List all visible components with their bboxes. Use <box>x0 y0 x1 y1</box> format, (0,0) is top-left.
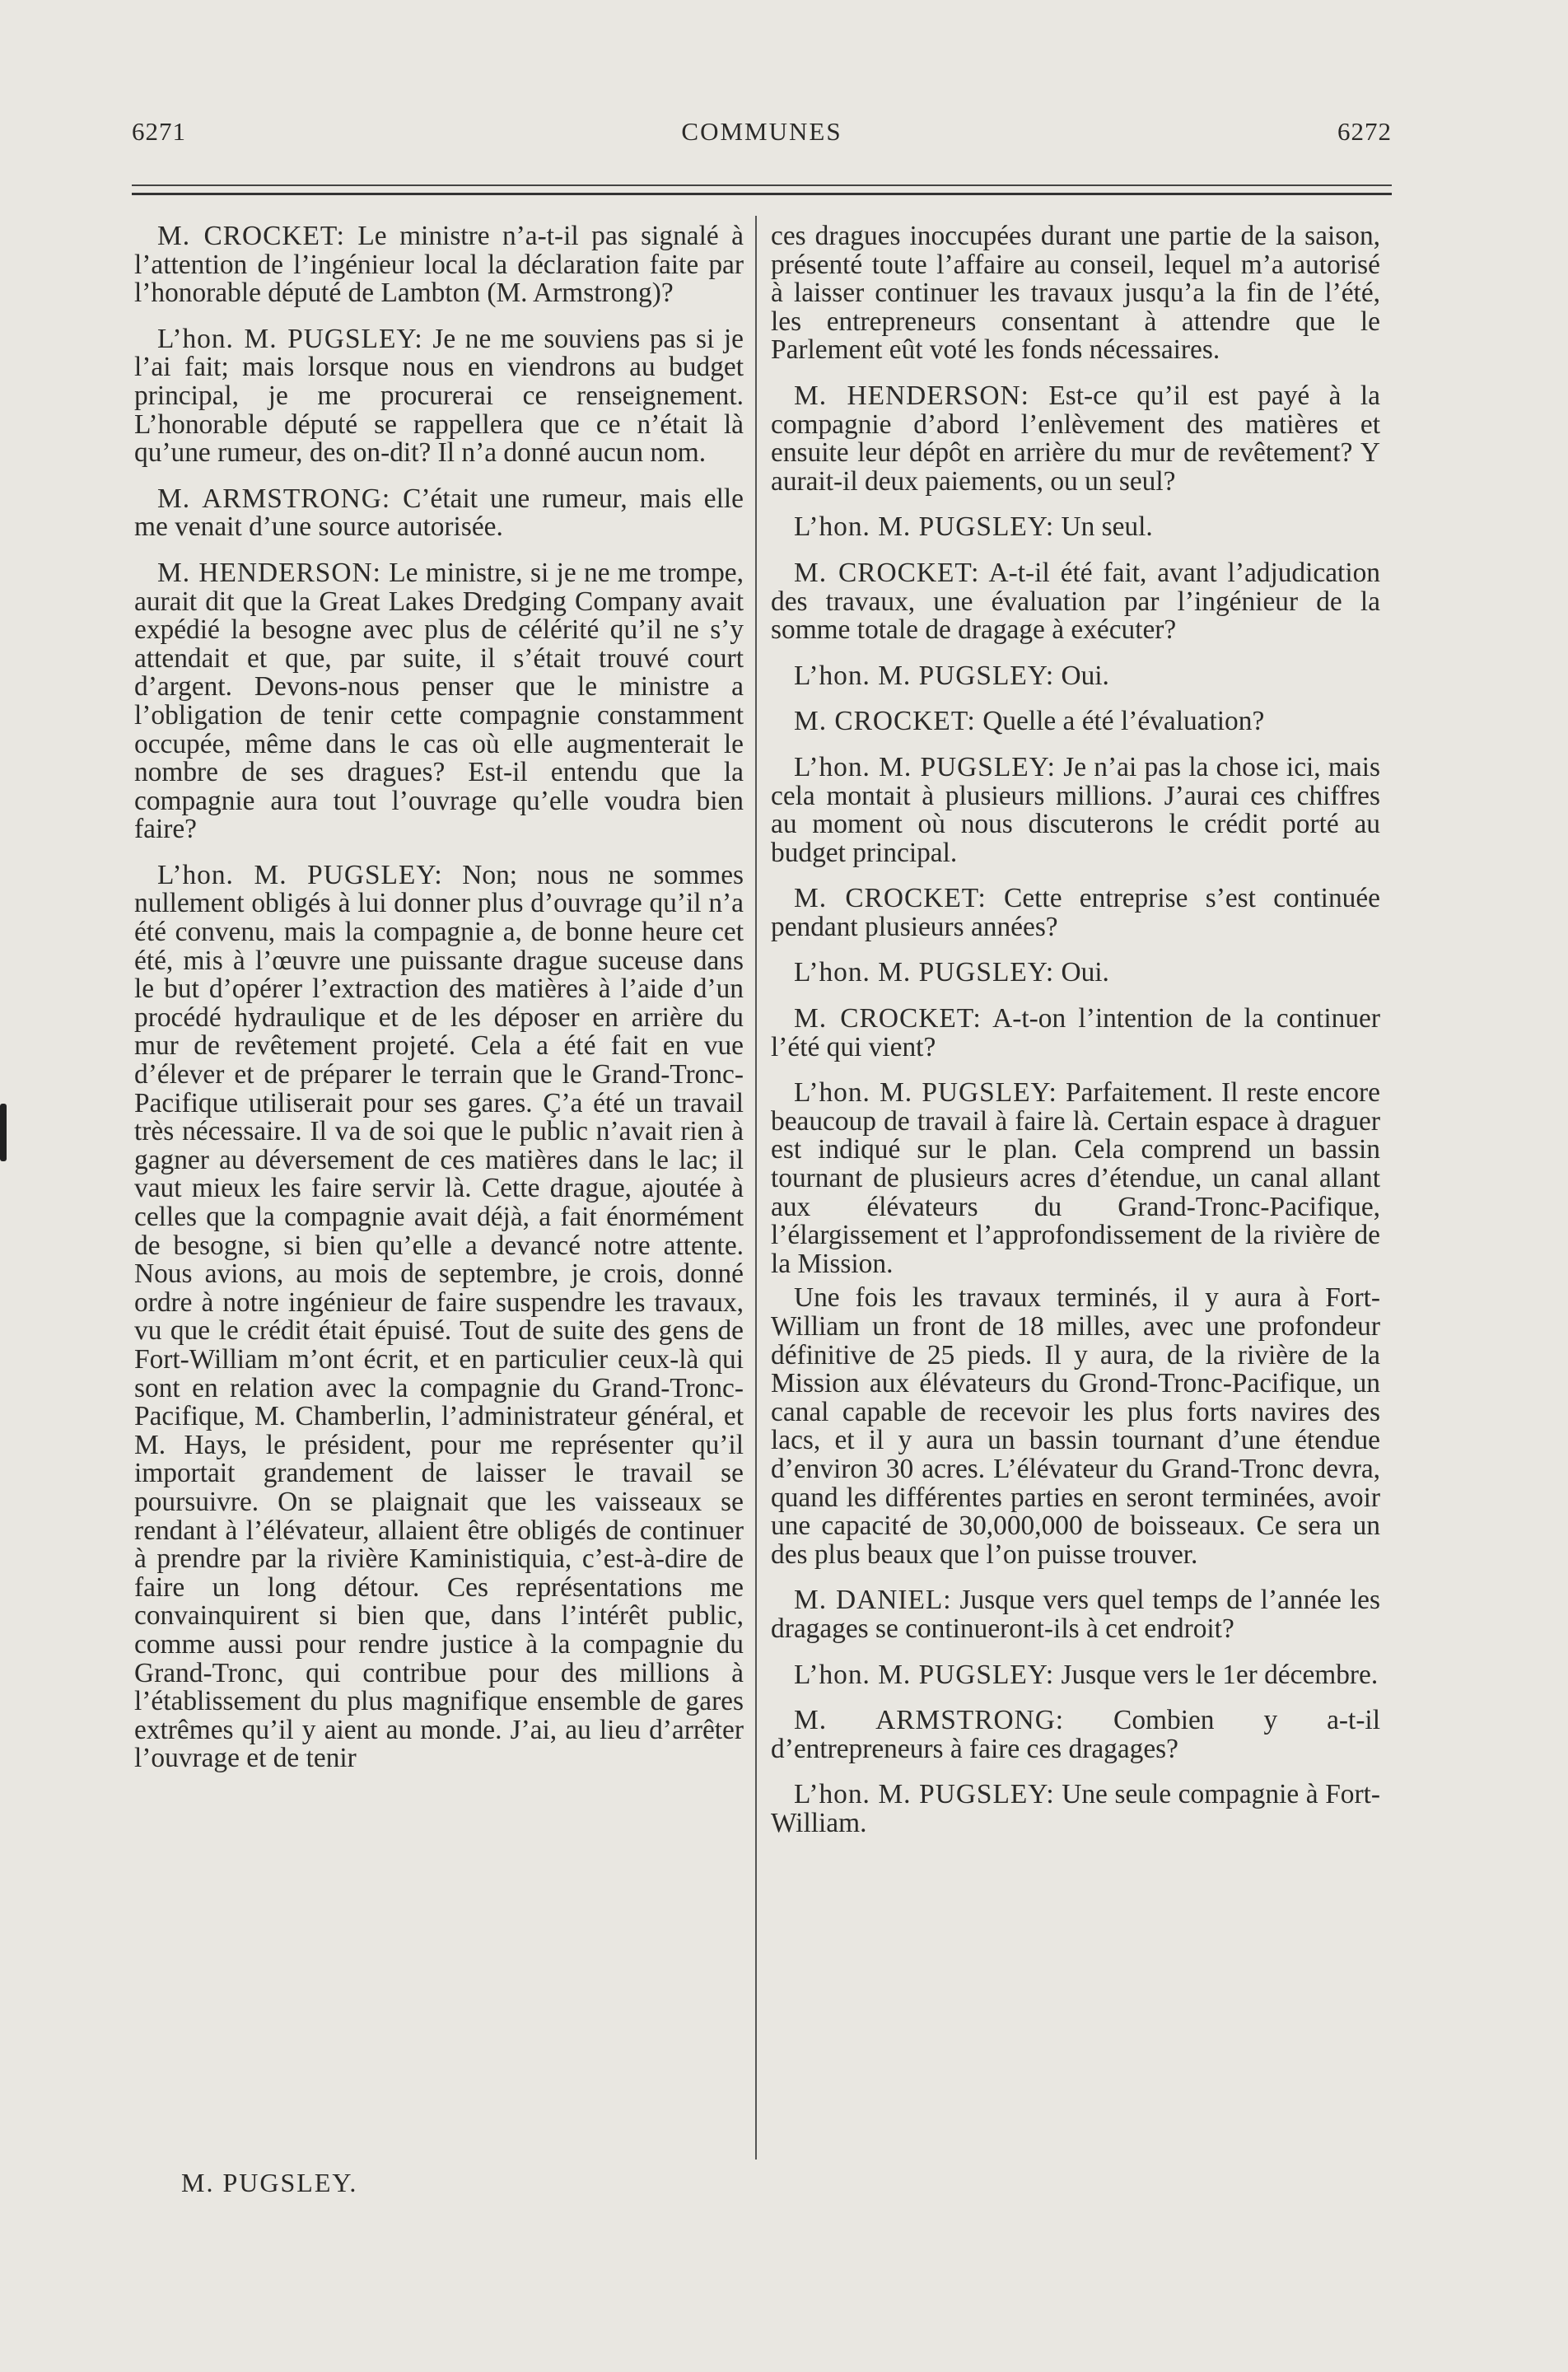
paragraph-text: Non; nous ne sommes nullement obligés à lui donner plus d’ouvrage qu’il n’a été convenu, mais la compagnie a, de bonne heure cet été, mis à l’œuvre une puissante drague suceuse dans le but d’opérer l’extraction des matières à l’aide d’un procédé hydraulique et de les déposer en arrière du mur de revêtement projeté. Cela a été fait en vue d’élever et de préparer le terrain que le Grand-Tronc-Pacifique utiliserait pour ses gares. Ç’a été un travail très nécessaire. Il va de soi que le public n’avait rien à gagner au déversement de ces matières dans le lac; il vaut mieux les faire servir là. Cette drague, ajoutée à celles que la compagnie avait déjà, a fait énormément de besogne, si bien qu’elle a devancé notre attente. Nous avions, au mois de septembre, je crois, donné ordre à notre ingénieur de faire suspendre les travaux, vu que le crédit était épuisé. Tout de suite des gens de Fort-William m’ont écrit, et en particulier ceux-là qui sont en relation avec la compagnie du Grand-Tronc-Pacifique, M. Chamberlin, l’administrateur général, et M. Hays, le président, pour me représenter qu’il importait grandement de laisser le travail se poursuivre. On se plaignait que les vaisseaux se rendant à l’élévateur, allaient être obligés de continuer à prendre par la rivière Kaministiquia, c’est-à-dire de faire un long détour. Ces représentations me convainquirent si bien que, dans l’intérêt public, comme aussi pour rendre justice à la compagnie du Grand-Tronc, qui contribue pour des millions à l’établissement du plus magnifique ensemble de gares extrêmes qu’il y aient au monde. J’ai, au lieu d’arrêter l’ouvrage et de tenir <box>134 859 744 1774</box>
paragraph <box>134 485 744 542</box>
paragraph <box>771 959 1380 988</box>
speaker-name: M. ARMSTRONG: <box>157 483 391 514</box>
speaker-name: M. ARMSTRONG: <box>794 1705 1065 1736</box>
speaker-name: L’hon. M. PUGSLEY: <box>794 1659 1055 1690</box>
paragraph-text: Cette entreprise s’est continuée pendant plusieurs années? <box>771 883 1380 942</box>
left-column <box>134 222 744 1791</box>
header-rule-bottom <box>132 193 1392 195</box>
speaker-name: L’hon. M. PUGSLEY: <box>794 511 1055 543</box>
right-column <box>771 222 1380 1856</box>
speaker-name: M. CROCKET: <box>794 557 980 588</box>
paragraph <box>771 382 1380 496</box>
paragraph <box>771 1781 1380 1837</box>
paragraph-text: A-t-il été fait, avant l’adjudication des travaux, une évaluation par l’ingénieur de la somme totale de dragage à exécuter? <box>771 557 1380 646</box>
paragraph-text: Je ne me souviens pas si je l’ai fait; mais lorsque nous en viendrons au budget principal, je me procurerai ce renseignement. L’honorable député se rappellera que ce n’était là qu’une rumeur, des on-dit? Il n’a donné aucun nom. <box>134 323 744 469</box>
paragraph-text: Jusque vers le 1er décembre. <box>1054 1659 1379 1690</box>
page-header <box>132 117 1392 158</box>
paragraph-text: Est-ce qu’il est payé à la compagnie d’abord l’enlèvement des matières et ensuite leur dépôt en arrière du mur de revêtement? Y aurait-il deux paiements, ou un seul? <box>771 380 1380 497</box>
paragraph <box>771 751 1380 868</box>
paragraph-text: C’était une rumeur, mais elle me venait d’une source autorisée. <box>134 483 744 543</box>
paragraph <box>771 1005 1380 1062</box>
paragraph-text: Oui. <box>1054 957 1109 988</box>
paragraph <box>771 1079 1380 1278</box>
paragraph-text: Parfaitement. Il reste encore beaucoup de travail à faire là. Certain espace à draguer est indiqué sur le plan. Cela comprend un bassin tournant de plusieurs acres d’étendue, un canal allant aux élévateurs du Grand-Tronc-Pacifique, l’élargissement et l’approfondissement de la rivière de la Mission. <box>771 1077 1380 1279</box>
speaker-name: L’hon. M. PUGSLEY: <box>794 1779 1055 1810</box>
speaker-name: M. CROCKET: <box>794 706 976 737</box>
paragraph-text: A-t-on l’intention de la continuer l’été qui vient? <box>771 1003 1380 1062</box>
speaker-name: L’hon. M. PUGSLEY: <box>794 751 1056 782</box>
paragraph-text: Une seule compagnie à Fort-William. <box>771 1779 1380 1838</box>
paragraph <box>771 707 1380 736</box>
paragraph <box>771 222 1380 365</box>
paragraph-text: Un seul. <box>1054 511 1153 543</box>
speaker-name: L’hon. M. PUGSLEY: <box>794 957 1055 988</box>
paragraph-text: Jusque vers quel temps de l’année les dragages se continueront-ils à cet endroit? <box>771 1585 1380 1644</box>
paragraph-text: Je n’ai pas la chose ici, mais cela montait à plusieurs millions. J’aurai ces chiffres au moment où nous discuterons le crédit porté au budget principal. <box>771 751 1380 868</box>
paragraph-text: Le ministre, si je ne me trompe, aurait dit que la Great Lakes Dredging Company avait expédié la besogne avec plus de célérité qu’il ne s’y attendait et que, par suite, il s’était trouvé court d’argent. Devons-nous penser que le ministre a l’obligation de tenir cette compagnie constamment occupée, même dans le cas où elle augmenterait le nombre de ses dragues? Est-il entendu que la compagnie aura tout l’ouvrage qu’elle voudra bien faire? <box>134 557 744 845</box>
speaker-name: L’hon. M. PUGSLEY: <box>794 1077 1057 1109</box>
speaker-name: M. CROCKET: <box>157 221 345 251</box>
paragraph-text: Oui. <box>1054 660 1109 691</box>
paragraph <box>771 1707 1380 1763</box>
signature: M. PUGSLEY. <box>181 2168 358 2197</box>
page-title: COMMUNES <box>681 117 842 146</box>
paragraph <box>771 513 1380 542</box>
speaker-name: L’hon. M. PUGSLEY: <box>157 323 423 354</box>
paragraph <box>134 325 744 468</box>
speaker-name: M. CROCKET: <box>794 883 987 914</box>
paragraph <box>771 662 1380 691</box>
paragraph-text: ces dragues inoccupées durant une partie de la saison, présenté toute l’affaire au conseil, lequel m’a autorisé à laisser continuer les travaux jusqu’a la fin de l’été, les entrepreneurs consentant à attendre que le Parlement eût voté les fonds nécessaires. <box>771 221 1380 366</box>
paragraph <box>134 861 744 1773</box>
paragraph <box>771 1661 1380 1690</box>
paragraph <box>134 559 744 844</box>
paragraph <box>771 885 1380 941</box>
paragraph-text: Une fois les travaux terminés, il y aura à Fort-William un front de 18 milles, avec une profondeur définitive de 25 pieds. Il y aura, de la rivière de la Mission aux élévateurs du Grond-Tronc-Pacifique, un canal capable de recevoir les plus forts navires des lacs, et il y aura un bassin tournant d’une étendue d’environ 30 acres. L’élévateur du Grand-Tronc devra, quand les différentes parties en seront terminées, avoir une capacité de 30,000,000 de boisseaux. Ce sera un des plus beaux que l’on puisse trouver. <box>771 1282 1380 1570</box>
speaker-name: L’hon. M. PUGSLEY: <box>157 859 443 890</box>
page-number-left: 6271 <box>132 117 186 146</box>
paragraph-text: Combien y a-t-il d’entrepreneurs à faire ces dragages? <box>771 1705 1380 1764</box>
paragraph <box>771 559 1380 645</box>
paragraph <box>771 1586 1380 1643</box>
speaker-name: M. CROCKET: <box>794 1003 982 1034</box>
column-separator <box>755 216 757 2160</box>
binding-mark <box>0 1104 7 1161</box>
paragraph <box>134 222 744 308</box>
paragraph-text: Quelle a été l’évaluation? <box>975 706 1265 737</box>
paragraph <box>771 1284 1380 1569</box>
header-rule-top <box>132 184 1392 186</box>
speaker-name: M. DANIEL: <box>794 1585 952 1616</box>
speaker-name: L’hon. M. PUGSLEY: <box>794 660 1055 691</box>
speaker-name: M. HENDERSON: <box>794 380 1029 411</box>
speaker-name: M. HENDERSON: <box>157 557 381 588</box>
page-number-right: 6272 <box>1337 117 1392 146</box>
paragraph-text: Le ministre n’a-t-il pas signalé à l’attention de l’ingénieur local la déclaration faite par l’honorable député de Lambton (M. Armstrong)? <box>134 221 744 309</box>
